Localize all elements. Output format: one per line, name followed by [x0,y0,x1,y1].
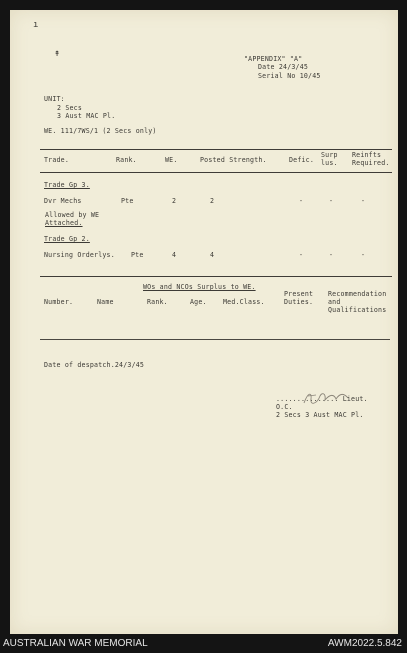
ink-mark: ı [33,20,39,30]
col-we: WE. [165,156,178,164]
surplus-col-name: Name [97,298,114,306]
surplus-bottom-rule [40,339,390,340]
date-of-despatch: Date of despatch.24/3/45 [44,361,145,369]
row1-we: 2 [172,197,177,205]
unit-line-2: 3 Aust MAC Pl. [57,112,116,120]
signature-oc: O.C. [276,403,293,411]
signature-unit: 2 Secs 3 Aust MAC Pl. [276,411,364,419]
row2-posted: 4 [210,251,215,259]
row1-posted: 2 [210,197,215,205]
footer-accession-number: AWM2022.5.842 [327,638,402,649]
surplus-col-number: Number. [44,298,74,306]
pin-mark: ↟ [54,48,61,59]
serial-number: Serial No 10/45 [258,72,321,80]
col-trade: Trade. [44,156,70,164]
allowed-by-we: Allowed by WE [45,211,100,219]
attached-label: Attached. [45,219,83,227]
col-posted-strength: Posted Strength. [200,156,267,164]
appendix-heading: "APPENDIX" "A" [244,55,303,63]
surplus-col-med-class: Med.Class. [223,298,265,306]
row1-reinfts: - [361,197,366,205]
row2-defic: - [299,251,304,259]
unit-line-1: 2 Secs [57,104,83,112]
table-top-rule [40,149,392,150]
we-reference: WE. 111/7WS/1 (2 Secs only) [44,127,157,135]
col-defic: Defic. [289,156,315,164]
section-trade-gp-3: Trade Gp 3. [44,181,90,189]
row2-we: 4 [172,251,177,259]
col-reinfts-required: Reinfts Required. [352,151,390,167]
row1-defic: - [299,197,304,205]
row2-rank: Pte [131,251,144,259]
row2-reinfts: - [361,251,366,259]
document-date: Date 24/3/45 [258,63,309,71]
col-rank: Rank. [116,156,137,164]
surplus-col-recommendation: Recommendation and Qualifications [328,290,387,314]
surplus-col-rank: Rank. [147,298,168,306]
row1-surplus: - [329,197,334,205]
row1-rank: Pte [121,197,134,205]
col-surplus: Surp lus. [321,151,338,167]
row1-trade: Dvr Mechs [44,197,82,205]
surplus-title: WOs and NCOs Surplus to WE. [143,283,256,291]
table-bottom-rule [40,276,392,277]
archive-footer [0,634,407,653]
unit-label: UNIT: [44,95,65,103]
surplus-col-present-duties: Present Duties. [284,290,314,306]
row2-trade: Nursing Orderlys. [44,251,115,259]
row2-surplus: - [329,251,334,259]
signature-line: ............... Lieut. [276,395,368,403]
surplus-col-age: Age. [190,298,207,306]
header-bottom-rule [40,172,392,173]
section-trade-gp-2: Trade Gp 2. [44,235,90,243]
footer-institution: AUSTRALIAN WAR MEMORIAL [3,638,148,649]
